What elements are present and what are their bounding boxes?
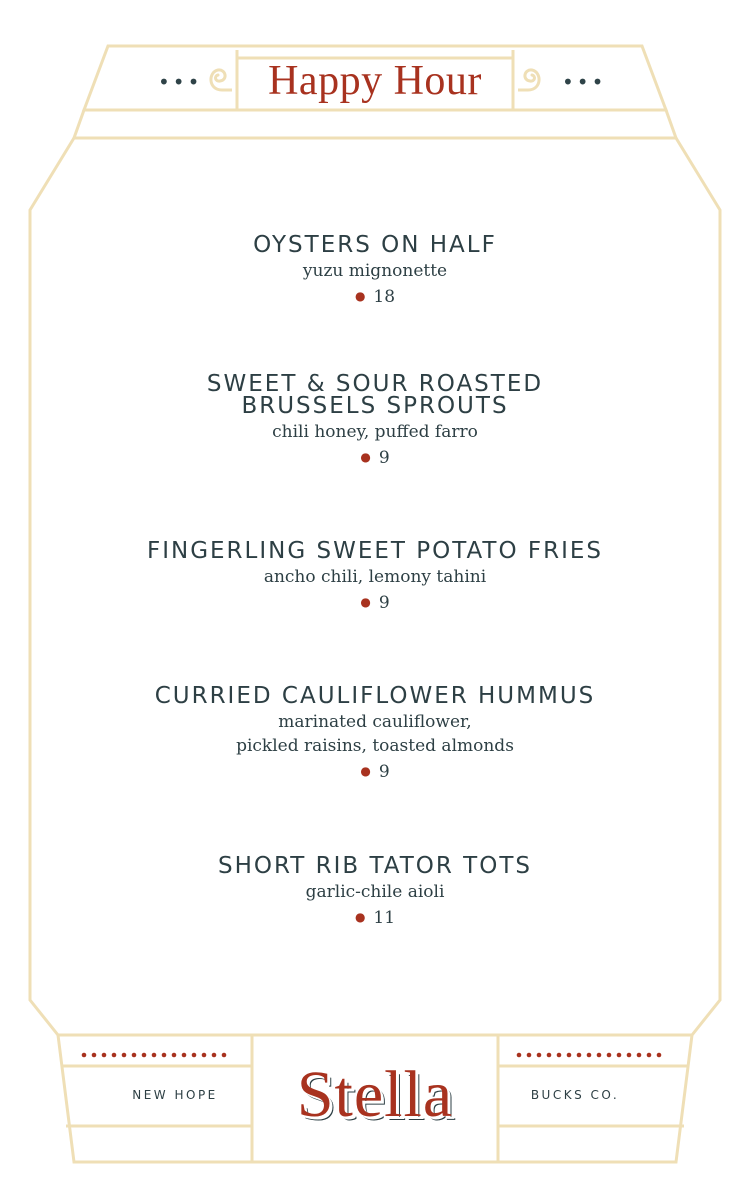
- item-price-row: [60, 446, 690, 471]
- item-price-row: [60, 591, 690, 616]
- item-price: 18: [373, 287, 396, 307]
- red-dot: [192, 1053, 197, 1058]
- left-scroll-ornament: [202, 62, 232, 96]
- item-description: marinated cauliflower,: [278, 712, 472, 732]
- red-dot: [212, 1053, 217, 1058]
- item-description: yuzu mignonette: [302, 261, 448, 281]
- red-dot: [172, 1053, 177, 1058]
- menu-item: [60, 855, 690, 931]
- red-dot: [517, 1053, 522, 1058]
- item-price: 9: [378, 448, 390, 468]
- item-name: CURRIED CAULIFLOWER HUMMUS: [154, 683, 596, 709]
- red-dot: [587, 1053, 592, 1058]
- item-description: ancho chili, lemony tahini: [263, 567, 487, 587]
- red-dot: [627, 1053, 632, 1058]
- item-description: chili honey, puffed farro: [272, 422, 478, 442]
- red-dot: [637, 1053, 642, 1058]
- red-dot: [152, 1053, 157, 1058]
- bullet-dot: ●: [360, 764, 371, 778]
- red-dot: [92, 1053, 97, 1058]
- right-red-dots-ornament: [515, 1051, 665, 1059]
- red-dot: [222, 1053, 227, 1058]
- brand-logo: Stella: [296, 1058, 454, 1131]
- item-name: OYSTERS ON HALF: [253, 232, 497, 258]
- red-dot: [537, 1053, 542, 1058]
- bullet-dot: ●: [354, 289, 366, 303]
- bullet-dot: ●: [360, 450, 371, 464]
- red-dot: [567, 1053, 572, 1058]
- red-dot: [597, 1053, 602, 1058]
- item-price-row: [60, 906, 690, 931]
- red-dot: [202, 1053, 207, 1058]
- left-red-dots-ornament: [80, 1051, 230, 1059]
- red-dot: [122, 1053, 127, 1058]
- item-name-line2: BRUSSELS SPROUTS: [241, 393, 509, 419]
- item-price: 9: [378, 593, 390, 613]
- item-name: SWEET & SOUR ROASTED: [206, 371, 544, 397]
- red-dot: [657, 1053, 662, 1058]
- red-dot: [557, 1053, 562, 1058]
- red-dot: [607, 1053, 612, 1058]
- red-dot: [132, 1053, 137, 1058]
- red-dot: [527, 1053, 532, 1058]
- red-dot: [142, 1053, 147, 1058]
- item-name: FINGERLING SWEET POTATO FRIES: [146, 538, 604, 564]
- red-dot: [617, 1053, 622, 1058]
- left-dots-ornament: •••: [158, 70, 203, 94]
- item-price: 9: [378, 762, 390, 782]
- red-dot: [112, 1053, 117, 1058]
- item-price: 11: [373, 908, 396, 928]
- red-dot: [162, 1053, 167, 1058]
- red-dot: [577, 1053, 582, 1058]
- footer-location-left: NEW HOPE: [132, 1088, 218, 1102]
- menu-title: Happy Hour: [268, 58, 482, 104]
- menu-item: [60, 685, 690, 785]
- item-description: garlic-chile aioli: [305, 882, 445, 902]
- bullet-dot: ●: [360, 595, 371, 609]
- right-scroll-ornament: [518, 62, 548, 96]
- item-name: SHORT RIB TATOR TOTS: [218, 853, 532, 879]
- right-dots-ornament: •••: [562, 70, 607, 94]
- red-dot: [182, 1053, 187, 1058]
- menu-item: [60, 234, 690, 310]
- item-price-row: [60, 285, 690, 310]
- red-dot: [547, 1053, 552, 1058]
- red-dot: [102, 1053, 107, 1058]
- red-dot: [647, 1053, 652, 1058]
- menu-item: [60, 373, 690, 471]
- item-description-line2: pickled raisins, toasted almonds: [236, 736, 514, 756]
- item-price-row: [60, 760, 690, 785]
- footer-location-right: BUCKS CO.: [530, 1088, 620, 1102]
- red-dot: [82, 1053, 87, 1058]
- menu-item: [60, 540, 690, 616]
- bullet-dot: ●: [354, 910, 366, 924]
